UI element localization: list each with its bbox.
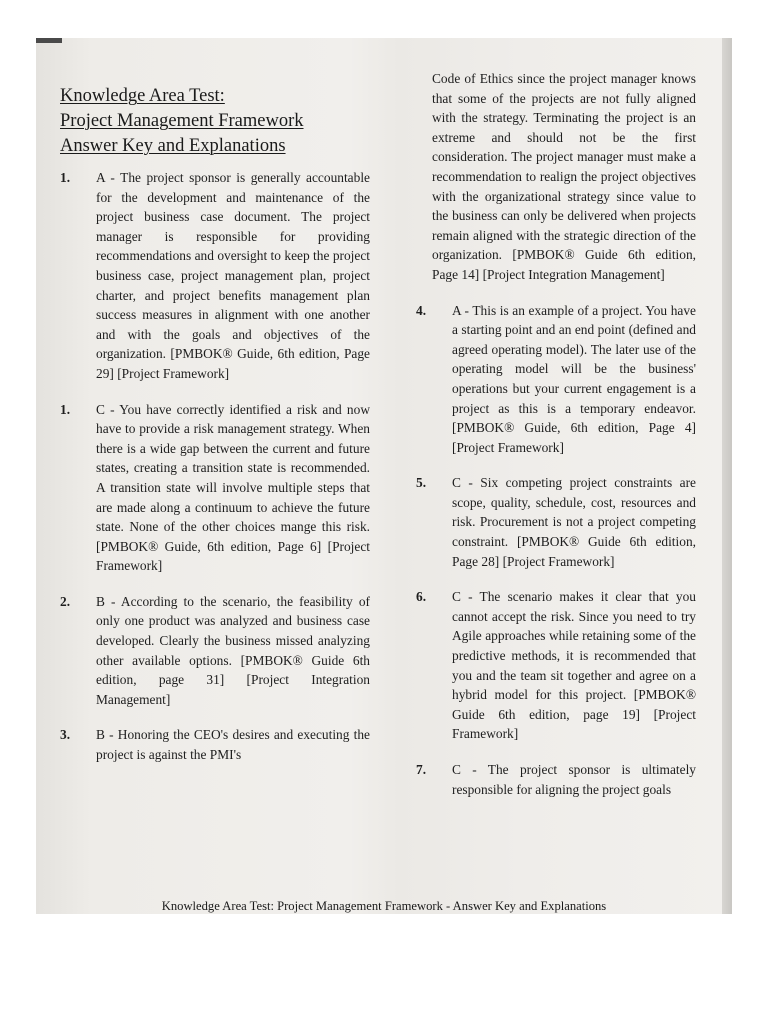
answer-number: 1. <box>60 170 71 185</box>
answer-text: A - This is an example of a project. You have a starting point and an end point (defined and agreed operating model). The later use of the operating model will be the business' operations but your current engagement is a project as this is a temporary endeavor. [PMBOK® Guide, 6th edition, Page 4] [Project Framework] <box>452 302 696 455</box>
scanned-page <box>36 38 732 914</box>
title-line-2: Project Management Framework <box>60 111 304 131</box>
answer-number: 3. <box>60 727 71 743</box>
page-corner-mark <box>36 38 62 43</box>
answer-number: 6. <box>416 589 427 605</box>
answer-text: B - According to the scenario, the feasibility of only one product was analyzed and business case developed. Clearly the business missed analyzing other available options. [PMBOK® Guide 6th edition, page 31] [Project Integration Management] <box>96 593 370 707</box>
title-line-1: Knowledge Area Test: <box>60 86 225 106</box>
answer-text: C - The project sponsor is ultimately responsible for aligning the project goals <box>452 762 696 797</box>
answer-number: 1. <box>60 401 71 417</box>
answer-item <box>60 725 370 764</box>
answer-continuation: Code of Ethics since the project manager knows that some of the projects are not fully aligned with the strategy. Terminating the project is an extreme and should not be the first consideration. The project manager must make a recommendation to realign the project objectives with the organizational strategy since value to the business can only be delivered when projects remain aligned with the strategic direction of the organization. [PMBOK® Guide 6th edition, Page 14] [Project Integration Management] <box>432 71 696 282</box>
title-line-3: Answer Key and Explanations <box>60 136 286 156</box>
answer-number: 4. <box>416 302 427 318</box>
answer-item <box>416 473 696 571</box>
answer-item <box>416 760 696 799</box>
answer-text: A - The project sponsor is generally accountable for the development and maintenance of the project business case document. The project manager is responsible for providing recommendations and oversight to keep the project business case, project management plan, project charter, and project benefits management plan success measures in alignment with one another and with the goals and objectives of the organization. [PMBOK® Guide, 6th edition, Page 29] [Project Framework] <box>96 170 370 381</box>
page-title <box>60 84 380 159</box>
answer-item <box>60 592 370 710</box>
answer-text: B - Honoring the CEO's desires and executing the project is against the PMI's <box>96 727 370 763</box>
answer-text: C - Six competing project constraints are scope, quality, schedule, cost, resources and risk. Procurement is not a project competing constraint. [PMBOK® Guide 6th edition, Page 28] [Project Framework] <box>452 475 696 569</box>
answer-item <box>416 587 696 744</box>
page-footer: Knowledge Area Test: Project Management Framework - Answer Key and Explanations <box>161 899 607 913</box>
answer-number: 2. <box>60 593 71 609</box>
answer-text: C - The scenario makes it clear that you cannot accept the risk. Since you need to try Agile approaches while retaining some of the predictive methods, it is recommended that you and the team sit together and agree on a hybrid model for this project. [PMBOK® Guide 6th edition, page 19] [Project Framework] <box>452 589 696 742</box>
right-column <box>416 69 696 815</box>
answer-item <box>416 301 696 458</box>
answer-text: C - You have correctly identified a risk and now have to provide a risk management strategy. When there is a wide gap between the current and future states, creating a transition state is recommended. A transition state will involve multiple steps that are made along a continuum to achieve the future state. None of the other choices mange this risk. [PMBOK® Guide, 6th edition, Page 6] [Project Framework] <box>96 401 370 574</box>
answer-item <box>60 400 370 576</box>
answer-item <box>60 168 370 384</box>
page-edge-shadow <box>722 38 732 914</box>
answer-number: 5. <box>416 475 427 491</box>
answer-number: 7. <box>416 762 427 777</box>
left-column <box>60 168 370 781</box>
